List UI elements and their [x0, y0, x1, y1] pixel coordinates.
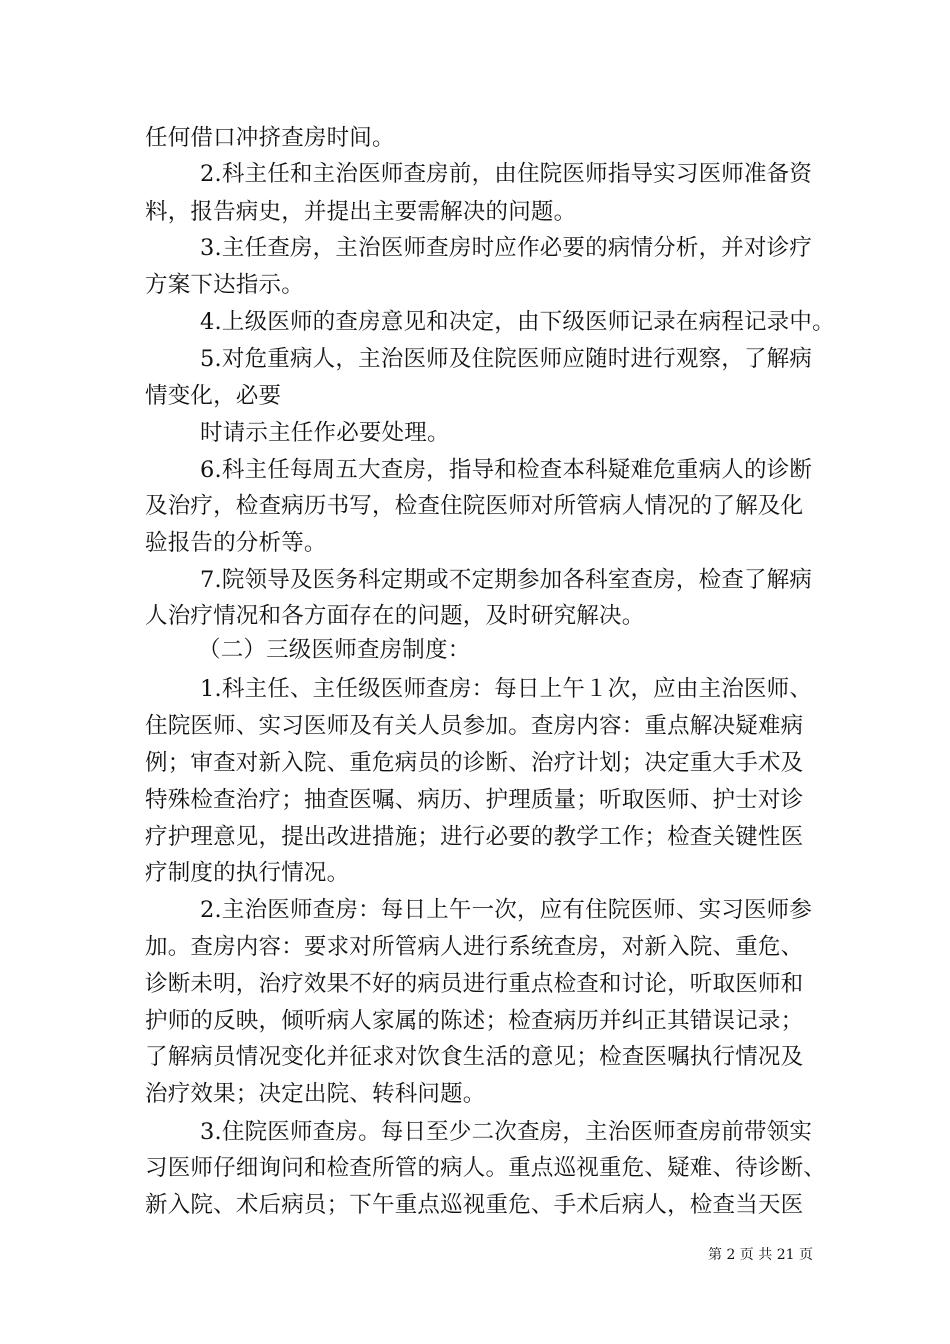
text-line: 了解病员情况变化并征求对饮食生活的意见；检查医嘱执行情况及: [145, 1044, 804, 1070]
text-line: 料，报告病史，并提出主要需解决的问题。: [145, 199, 577, 225]
text-line: 加。查房内容：要求对所管病人进行系统查房，对新入院、重危、: [145, 934, 804, 960]
text-line: 习医师仔细询问和检查所管的病人。重点巡视重危、疑难、待诊断、: [145, 1155, 827, 1181]
text-line: 1.科主任、主任级医师查房：每日上午１次，应由主治医师、: [200, 676, 813, 702]
text-line: 住院医师、实习医师及有关人员参加。查房内容：重点解决疑难病: [145, 713, 804, 739]
text-line: 方案下达指示。: [145, 272, 304, 298]
text-line: 2.主治医师查房：每日上午一次，应有住院医师、实习医师参: [200, 897, 813, 923]
section-heading: （二）三级医师查房制度：: [198, 637, 471, 663]
text-line: 新入院、术后病员；下午重点巡视重危、手术后病人，检查当天医: [145, 1192, 804, 1218]
text-line: 时请示主任作必要处理。: [200, 420, 450, 446]
text-line: 疗制度的执行情况。: [145, 860, 350, 886]
text-line: 6.科主任每周五大查房，指导和检查本科疑难危重病人的诊断: [200, 457, 813, 483]
text-line: 3.住院医师查房。每日至少二次查房，主治医师查房前带领实: [200, 1119, 813, 1145]
text-line: 人治疗情况和各方面存在的问题，及时研究解决。: [145, 603, 645, 629]
text-line: 2.科主任和主治医师查房前，由住院医师指导实习医师准备资: [200, 161, 813, 187]
text-line: 诊断未明，治疗效果不好的病员进行重点检查和讨论，听取医师和: [145, 971, 804, 997]
text-line: 验报告的分析等。: [145, 530, 327, 556]
text-line: 及治疗，检查病历书写，检查住院医师对所管病人情况的了解及化: [145, 493, 804, 519]
text-line: 治疗效果；决定出院、转科问题。: [145, 1081, 486, 1107]
text-line: 特殊检查治疗；抽查医嘱、病历、护理质量；听取医师、护士对诊: [145, 787, 804, 813]
page-number: 第 2 页 共 21 页: [708, 1247, 813, 1263]
text-line: 5.对危重病人，主治医师及住院医师应随时进行观察，了解病: [200, 346, 813, 372]
text-line: 情变化，必要: [145, 383, 282, 409]
text-line: 护师的反映，倾听病人家属的陈述；检查病历并纠正其错误记录；: [145, 1008, 804, 1034]
text-line: 疗护理意见，提出改进措施；进行必要的教学工作；检查关键性医: [145, 824, 804, 850]
text-line: 4.上级医师的查房意见和决定，由下级医师记录在病程记录中。: [200, 309, 835, 335]
text-line: 3.主任查房，主治医师查房时应作必要的病情分析，并对诊疗: [200, 235, 813, 261]
text-line: 任何借口冲挤查房时间。: [145, 125, 395, 151]
text-line: 例；审查对新入院、重危病员的诊断、治疗计划；决定重大手术及: [145, 750, 804, 776]
text-line: 7.院领导及医务科定期或不定期参加各科室查房，检查了解病: [200, 567, 813, 593]
